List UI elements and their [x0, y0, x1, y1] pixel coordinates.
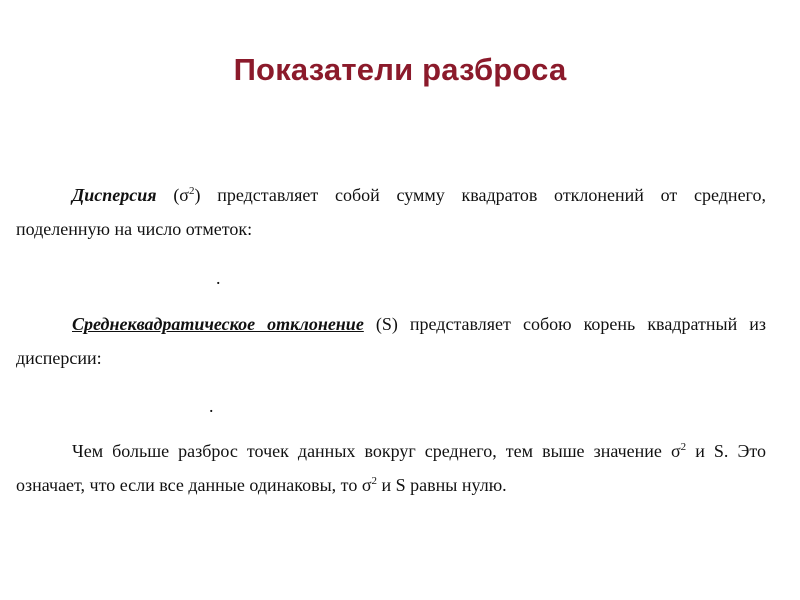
conclusion-text-c: и S равны нулю. — [377, 475, 507, 495]
dispersion-term: Дисперсия — [72, 185, 157, 205]
conclusion-text-b: и S. Это означает, что если все данные одинаковы, то σ — [16, 441, 766, 495]
conclusion-sup-b: 2 — [371, 475, 378, 487]
dispersion-symbol-sup: 2 — [189, 185, 195, 197]
dispersion-symbol-close: ) — [194, 185, 201, 205]
page-title: Показатели разброса — [233, 52, 567, 87]
conclusion-sup-a: 2 — [680, 441, 687, 453]
dispersion-symbol-open: (σ — [156, 185, 190, 205]
formula2-placeholder: . — [209, 396, 214, 416]
formula1-placeholder: . — [216, 268, 221, 288]
conclusion-text-a: Чем больше разброс точек данных вокруг среднего, тем выше значение σ — [72, 441, 681, 461]
std-deviation-symbol: (S) — [363, 314, 398, 334]
std-deviation-text: представляет собою корень квадратный из дисперсии: — [16, 314, 767, 368]
std-deviation-term: Среднеквадратическое отклонение — [72, 314, 364, 334]
conclusion-paragraph — [16, 434, 766, 502]
std-deviation-paragraph — [16, 307, 766, 375]
dispersion-paragraph — [16, 178, 766, 246]
dispersion-text: представляет собой сумму квадратов отклонений от среднего, поделенную на число отметок: — [16, 185, 766, 239]
